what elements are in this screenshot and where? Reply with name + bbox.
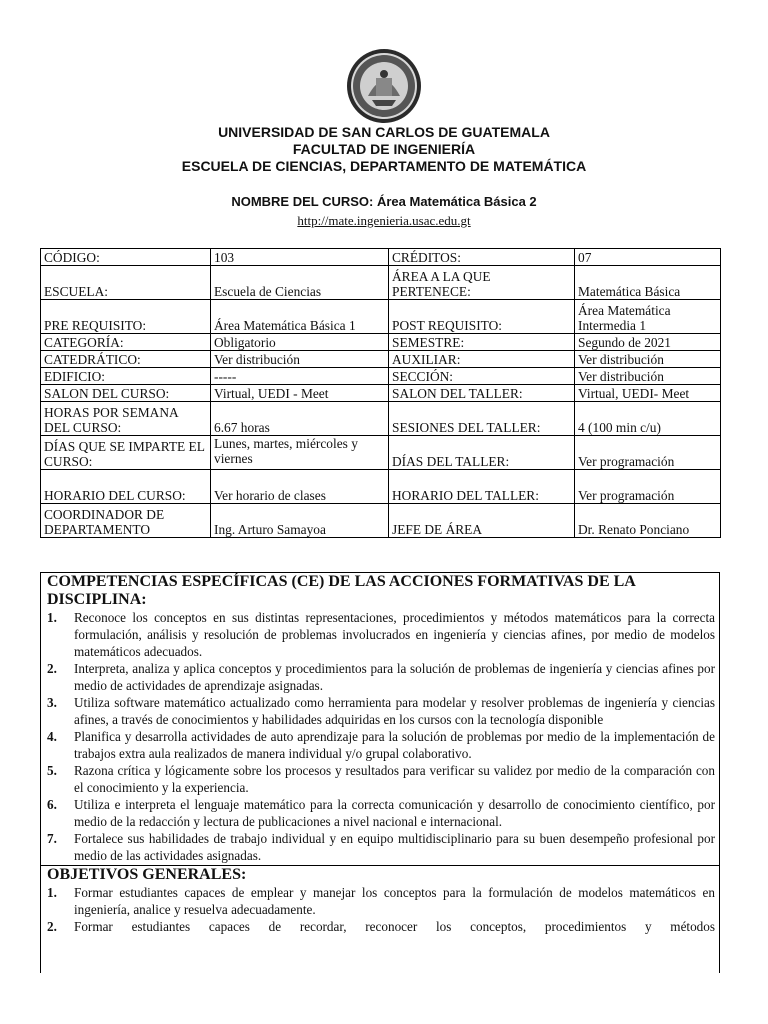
objectives-title: OBJETIVOS GENERALES: (47, 866, 247, 883)
table-label: SEMESTRE: (389, 334, 575, 351)
list-item (41, 609, 719, 660)
item-number: 1. (47, 885, 57, 900)
course-url-link[interactable]: http://mate.ingenieria.usac.edu.gt (297, 213, 471, 228)
table-label: SECCIÓN: (389, 368, 575, 385)
item-number: 3. (47, 695, 57, 710)
table-row (41, 385, 721, 402)
list-item (41, 694, 719, 728)
table-value: 07 (575, 249, 721, 266)
table-value: Virtual, UEDI- Meet (575, 385, 721, 402)
item-text: Reconoce los conceptos en sus distintas representaciones, procedimientos y métodos matemáticos para la correcta formulación, análisis y resolución de problemas involucrados en ingeniería y ciencias afines, por medio de modelos matemáticos adecuados. (74, 610, 715, 659)
competencies-list (41, 609, 719, 864)
table-value: Obligatorio (211, 334, 389, 351)
table-row (41, 470, 721, 504)
table-value: Virtual, UEDI - Meet (211, 385, 389, 402)
table-row (41, 402, 721, 436)
table-label: AUXILIAR: (389, 351, 575, 368)
table-label: CRÉDITOS: (389, 249, 575, 266)
competencies-title: COMPETENCIAS ESPECÍFICAS (CE) DE LAS ACCIONES FORMATIVAS DE LA DISCIPLINA: (47, 573, 635, 608)
table-value: Segundo de 2021 (575, 334, 721, 351)
table-value: Ver distribución (575, 368, 721, 385)
table-label: EDIFICIO: (41, 368, 211, 385)
university-name: UNIVERSIDAD DE SAN CARLOS DE GUATEMALA (218, 124, 550, 140)
table-value: Área Matemática Básica 1 (211, 300, 389, 334)
item-text: Planifica y desarrolla actividades de auto aprendizaje para la solución de problemas por medio de la implementación de trabajos extra aula realizados de manera individual y/o grupal colaborativo. (74, 729, 715, 761)
table-label: HORAS POR SEMANA DEL CURSO: (41, 402, 211, 436)
table-label: DÍAS QUE SE IMPARTE EL CURSO: (41, 436, 211, 470)
table-value: Área Matemática Intermedia 1 (575, 300, 721, 334)
table-label: SALON DEL CURSO: (41, 385, 211, 402)
list-item (41, 918, 719, 935)
item-number: 1. (47, 610, 57, 625)
table-value: ----- (211, 368, 389, 385)
table-value: Ver horario de clases (211, 470, 389, 504)
table-row (41, 368, 721, 385)
table-label: HORARIO DEL CURSO: (41, 470, 211, 504)
objectives-list (41, 884, 719, 935)
table-label: CATEDRÁTICO: (41, 351, 211, 368)
table-row (41, 351, 721, 368)
table-label: CÓDIGO: (41, 249, 211, 266)
item-text: Formar estudiantes capaces de recordar, reconocer los conceptos, procedimientos y métodos (74, 919, 715, 934)
table-label: CATEGORÍA: (41, 334, 211, 351)
item-number: 4. (47, 729, 57, 744)
table-value: Ing. Arturo Samayoa (211, 504, 389, 538)
university-seal-logo (346, 48, 422, 124)
table-value: Dr. Renato Ponciano (575, 504, 721, 538)
list-item (41, 728, 719, 762)
item-text: Formar estudiantes capaces de emplear y manejar los conceptos para la formulación de modelos matemáticos en ingeniería, analice y resuelva adecuadamente. (74, 885, 715, 917)
table-label: SESIONES DEL TALLER: (389, 402, 575, 436)
item-text: Utiliza software matemático actualizado como herramienta para modelar y resolver problemas de ingeniería y ciencias afines, a través de conocimientos y habilidades adquiridas en los cursos con la tecnología disponible (74, 695, 715, 727)
table-value: Ver programación (575, 470, 721, 504)
item-text: Fortalece sus habilidades de trabajo individual y en equipo multidisciplinario para su buen desempeño profesional por medio de las actividades asignadas. (74, 831, 715, 863)
item-text: Utiliza e interpreta el lenguaje matemático para la correcta comunicación y desarrollo de conocimiento científico, por medio de la redacción y lectura de publicaciones a nivel nacional e internacional. (74, 797, 715, 829)
table-value: Matemática Básica (575, 266, 721, 300)
list-item (41, 884, 719, 918)
table-row (41, 504, 721, 538)
list-item (41, 796, 719, 830)
item-text: Razona crítica y lógicamente sobre los procesos y resultados para verificar su validez por medio de la comparación con el conocimiento y la experiencia. (74, 763, 715, 795)
item-number: 2. (47, 661, 57, 676)
table-label: ÁREA A LA QUE PERTENECE: (389, 266, 575, 300)
item-number: 6. (47, 797, 57, 812)
item-text: Interpreta, analiza y aplica conceptos y procedimientos para la solución de problemas de ingeniería y ciencias afines por medio de actividades de aprendizaje asignadas. (74, 661, 715, 693)
table-label: PRE REQUISITO: (41, 300, 211, 334)
table-value: Ver programación (575, 436, 721, 470)
table-label: HORARIO DEL TALLER: (389, 470, 575, 504)
table-row (41, 436, 721, 470)
list-item (41, 830, 719, 864)
table-value: 103 (211, 249, 389, 266)
table-label: POST REQUISITO: (389, 300, 575, 334)
list-item (41, 660, 719, 694)
item-number: 2. (47, 919, 57, 934)
course-info-table (40, 248, 721, 538)
table-label: ESCUELA: (41, 266, 211, 300)
table-value: Ver distribución (575, 351, 721, 368)
table-value: 4 (100 min c/u) (575, 402, 721, 436)
table-value: Escuela de Ciencias (211, 266, 389, 300)
school-department-name: ESCUELA DE CIENCIAS, DEPARTAMENTO DE MATEMÁTICA (181, 158, 587, 174)
table-row (41, 249, 721, 266)
table-row (41, 266, 721, 300)
table-value: Ver distribución (211, 351, 389, 368)
table-value: 6.67 horas (211, 402, 389, 436)
table-label: DÍAS DEL TALLER: (389, 436, 575, 470)
table-value: Lunes, martes, miércoles y viernes (211, 436, 389, 470)
table-label: JEFE DE ÁREA (389, 504, 575, 538)
competencies-objectives-box (40, 572, 720, 973)
item-number: 7. (47, 831, 57, 846)
table-label: COORDINADOR DE DEPARTAMENTO (41, 504, 211, 538)
table-label: SALON DEL TALLER: (389, 385, 575, 402)
item-number: 5. (47, 763, 57, 778)
faculty-name: FACULTAD DE INGENIERÍA (292, 141, 476, 157)
table-row (41, 334, 721, 351)
course-name: NOMBRE DEL CURSO: Área Matemática Básica 2 (231, 194, 537, 209)
list-item (41, 762, 719, 796)
table-row (41, 300, 721, 334)
